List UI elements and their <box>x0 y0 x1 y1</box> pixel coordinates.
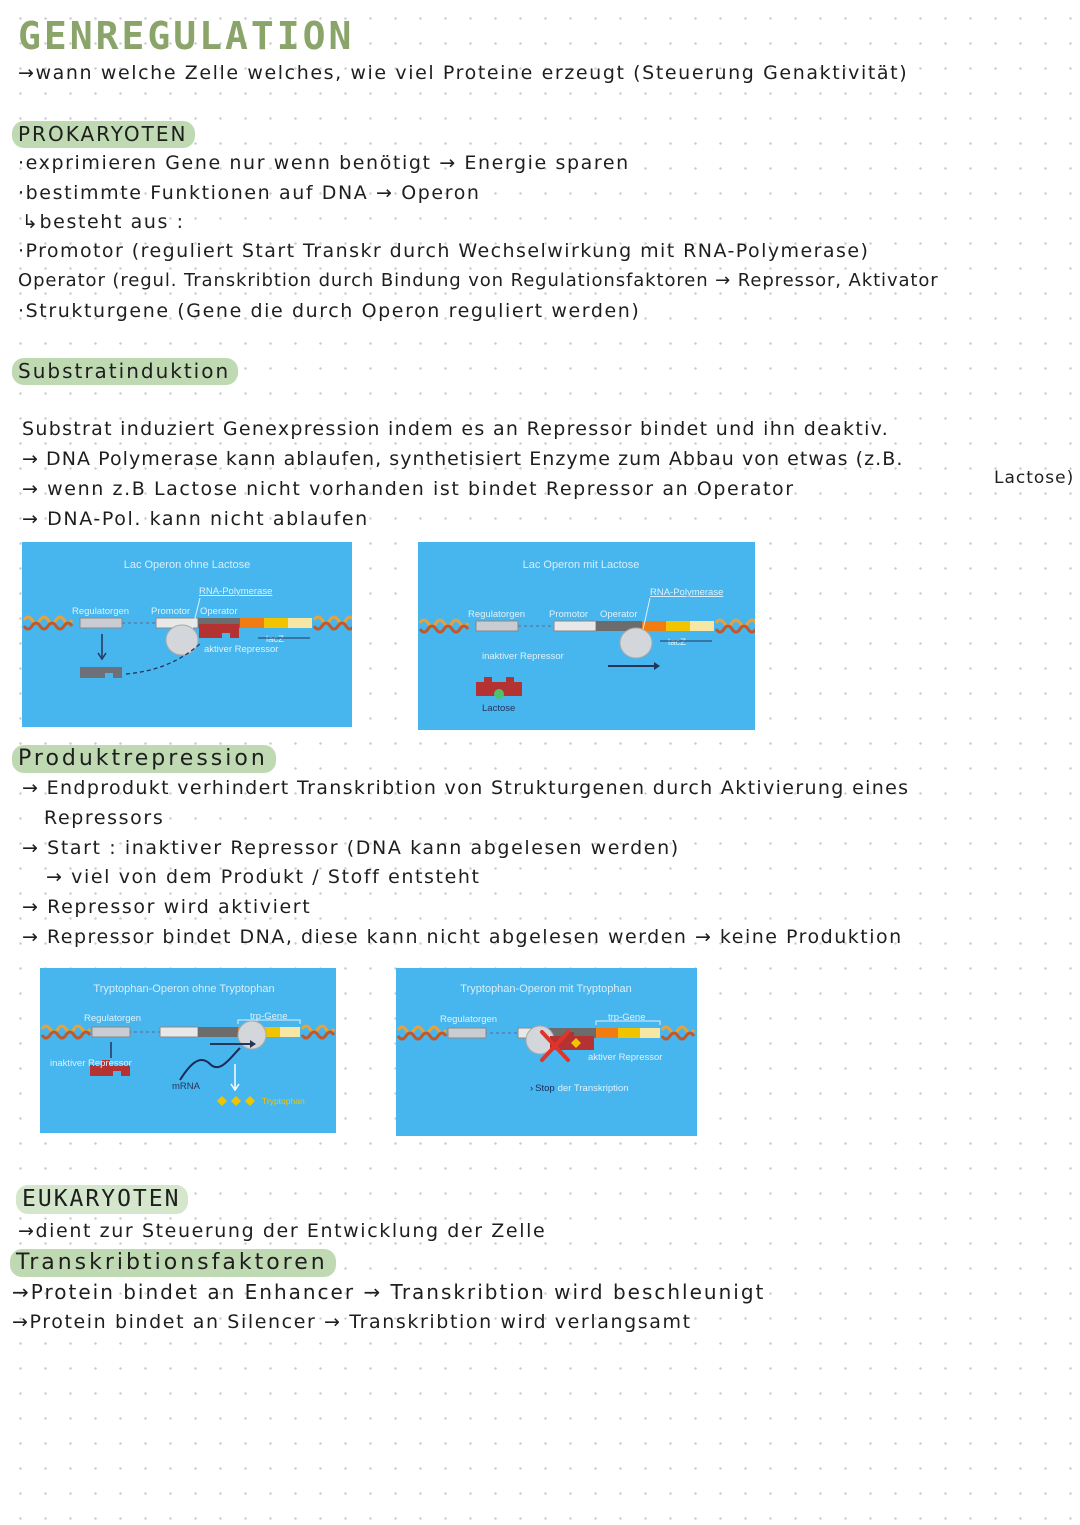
heading-prokaryoten: PROKARYOTEN <box>12 121 195 148</box>
diagram-title: Tryptophan-Operon ohne Tryptophan <box>93 983 275 995</box>
repressor-molecule <box>80 667 122 678</box>
produkt-line: → Repressor wird aktiviert <box>22 896 312 918</box>
prokaryoten-line: ·exprimieren Gene nur wenn benötigt → Energie sparen <box>18 152 630 174</box>
gene-segment <box>280 1027 300 1037</box>
trp-operon-without-tryptophan-svg <box>40 968 336 1133</box>
page-title: GENREGULATION <box>18 14 355 58</box>
lactose-molecule <box>494 689 504 699</box>
substrat-line: Lactose) <box>994 468 1075 488</box>
tryptophan-molecule <box>217 1096 227 1106</box>
label-promotor: Promotor <box>549 609 589 620</box>
regulatorgen-box <box>476 621 518 631</box>
label-lactose: Lactose <box>482 703 516 714</box>
prokaryoten-line: Operator (regul. Transkribtion durch Bindung von Regulationsfaktoren → Repressor, Aktivator <box>18 270 939 291</box>
gene-segment <box>264 618 288 628</box>
label-rna-polymerase: RNA-Polymerase <box>199 586 273 597</box>
label-repressor-part: aktiver Repressor <box>204 644 279 655</box>
rna-polymerase-shape <box>166 625 198 655</box>
label-repressor <box>204 644 278 655</box>
label-lacz: lacZ <box>668 637 686 648</box>
label-stop-rest: der Transkription <box>557 1083 629 1094</box>
lac-operon-with-lactose-svg <box>418 542 755 730</box>
gene-segment <box>596 1028 618 1038</box>
gene-segment <box>618 1028 640 1038</box>
promotor-box <box>160 1027 198 1037</box>
label-repressor: inaktiver Repressor <box>50 1058 132 1069</box>
eukaryoten-line: →Protein bindet an Enhancer → Transkribtion wird beschleunigt <box>12 1280 766 1304</box>
tryptophan-molecule <box>231 1096 241 1106</box>
gene-segment <box>288 618 312 628</box>
gene-segment <box>642 621 666 631</box>
regulatorgen-box <box>92 1027 130 1037</box>
active-repressor-shape <box>199 624 239 638</box>
produkt-line: → Repressor bindet DNA, diese kann nicht abgelesen werden → keine Produktion <box>22 926 903 948</box>
heading-produktrepression: Produktrepression <box>12 745 276 773</box>
lac-operon-without-lactose-diagram <box>22 542 352 727</box>
intro-line: →wann welche Zelle welches, wie viel Proteine erzeugt (Steuerung Genaktivität) <box>18 62 909 84</box>
produkt-line: → Start : inaktiver Repressor (DNA kann abgelesen werden) <box>22 837 680 859</box>
mrna-strand <box>180 1048 240 1080</box>
promotor-box <box>554 621 596 631</box>
trp-operon-with-tryptophan-diagram <box>396 968 697 1136</box>
diagram-title: Lac Operon mit Lactose <box>522 559 640 571</box>
diagram-title: Tryptophan-Operon mit Tryptophan <box>460 983 632 995</box>
stop-chevron-icon: › <box>530 1083 534 1094</box>
label-repressor: aktiver Repressor <box>588 1052 663 1063</box>
label-operator: Operator <box>200 606 238 617</box>
operator-box <box>198 1027 238 1037</box>
heading-transkribtionsfaktoren: Transkribtionsfaktoren <box>10 1249 336 1277</box>
gene-segment <box>640 1028 660 1038</box>
label-operator: Operator <box>600 609 638 620</box>
stop-transcription-text <box>530 1083 628 1094</box>
lac-operon-without-lactose-svg <box>22 542 352 727</box>
label-stop: Stop <box>535 1083 555 1094</box>
prokaryoten-line: ·Strukturgene (Gene die durch Operon reguliert werden) <box>18 300 641 322</box>
rna-polymerase-shape <box>620 628 652 658</box>
produkt-line: Repressors <box>44 807 165 829</box>
heading-eukaryoten: EUKARYOTEN <box>16 1185 188 1214</box>
regulatorgen-box <box>80 618 122 628</box>
label-promotor: Promotor <box>151 606 191 617</box>
label-trp-gene: trp-Gene <box>250 1011 288 1022</box>
label-rna-polymerase: RNA-Polymerase <box>650 587 724 598</box>
produkt-line: → Endprodukt verhindert Transkribtion von Strukturgenen durch Aktivierung eines <box>22 777 910 799</box>
prokaryoten-line: ·bestimmte Funktionen auf DNA → Operon <box>18 182 481 204</box>
substrat-line: → wenn z.B Lactose nicht vorhanden ist bindet Repressor an Operator <box>22 478 795 500</box>
regulatorgen-box <box>448 1028 486 1038</box>
label-regulatorgen: Regulatorgen <box>84 1013 142 1024</box>
trp-operon-without-tryptophan-diagram <box>40 968 336 1133</box>
tryptophan-molecule <box>245 1096 255 1106</box>
label-lacz: lacZ <box>266 634 284 645</box>
gene-segment <box>690 621 714 631</box>
lac-operon-with-lactose-diagram <box>418 542 755 730</box>
arrow-head <box>654 662 660 670</box>
label-trp-gene: trp-Gene <box>608 1012 646 1023</box>
trp-operon-with-tryptophan-svg <box>396 968 697 1136</box>
gene-segment <box>240 618 264 628</box>
substrat-line: → DNA-Pol. kann nicht ablaufen <box>22 508 369 530</box>
label-regulatorgen: Regulatorgen <box>72 606 130 617</box>
prokaryoten-line: ↳besteht aus : <box>22 211 185 233</box>
eukaryoten-line: →Protein bindet an Silencer → Transkribtion wird verlangsamt <box>12 1311 692 1333</box>
substrat-line: → DNA Polymerase kann ablaufen, synthetisiert Enzyme zum Abbau von etwas (z.B. <box>22 448 904 470</box>
heading-substratinduktion: Substratinduktion <box>12 358 238 385</box>
eukaryoten-line: →dient zur Steuerung der Entwicklung der Zelle <box>18 1220 547 1242</box>
label-tryptophan: Tryptophan <box>262 1096 305 1106</box>
produkt-line: → viel von dem Produkt / Stoff entsteht <box>46 866 481 888</box>
gene-segment <box>666 621 690 631</box>
label-regulatorgen: Regulatorgen <box>468 609 526 620</box>
label-regulatorgen: Regulatorgen <box>440 1014 498 1025</box>
prokaryoten-line: ·Promotor (reguliert Start Transkr durch Wechselwirkung mit RNA-Polymerase) <box>18 240 870 262</box>
diagram-title: Lac Operon ohne Lactose <box>123 559 251 571</box>
substrat-line: Substrat induziert Genexpression indem es an Repressor bindet und ihn deaktiv. <box>22 418 890 440</box>
label-repressor: inaktiver Repressor <box>482 651 564 662</box>
label-mrna: mRNA <box>172 1081 200 1092</box>
